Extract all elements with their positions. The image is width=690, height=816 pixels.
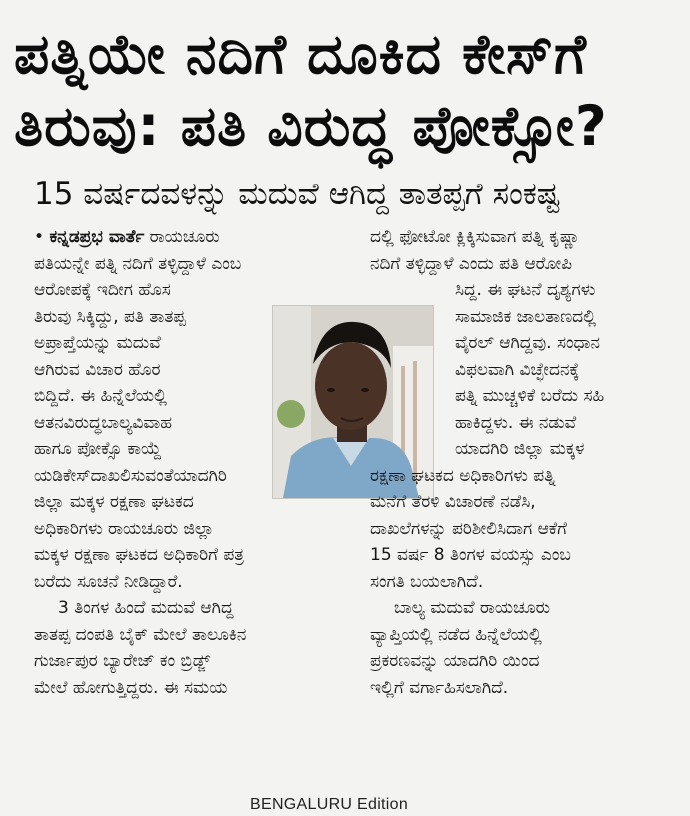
column-1-line: ಗುರ್ಜಾಪುರ ಬ್ಯಾರೇಜ್ ಕಂ ಬ್ರಿಡ್ಜ್ bbox=[34, 651, 211, 671]
headline-line-2: ತಿರುವು: ಪತಿ ವಿರುದ್ಧ ಪೋಕ್ಸೋ? bbox=[14, 94, 608, 158]
column-1-line: ಮೇಲೆ ಹೋಗುತ್ತಿದ್ದರು. ಈ ಸಮಯ bbox=[34, 677, 228, 698]
column-2-line: ಯಾದಗಿರಿ ಜಿಲ್ಲಾ ಮಕ್ಕಳ bbox=[455, 439, 585, 459]
subheadline: 15 ವರ್ಷದವಳನ್ನು ಮದುವೆ ಆಗಿದ್ದ ತಾತಪ್ಪಗೆ ಸಂಕಷ್ಟ bbox=[34, 176, 561, 212]
column-2-line: ವ್ಯಾಪ್ತಿಯಲ್ಲಿ ನಡೆದ ಹಿನ್ನೆಲೆಯಲ್ಲಿ bbox=[370, 624, 542, 645]
headline bbox=[14, 18, 684, 162]
column-2-line: ಬಾಲ್ಯ ಮದುವೆ ರಾಯಚೂರು bbox=[394, 598, 550, 618]
column-2-line: 15 ವರ್ಷ 8 ತಿಂಗಳ ವಯಸ್ಸು ಎಂಬ bbox=[370, 545, 571, 565]
column-2-line: ಸಿದ್ದ. ಈ ಘಟನೆ ದೃಶ್ಯಗಳು bbox=[455, 280, 596, 300]
article-column-2 bbox=[370, 224, 670, 701]
column-1-line: ಬರೆದು ಸೂಚನೆ ನೀಡಿದ್ದಾರೆ. bbox=[34, 571, 183, 592]
column-2-line: ಪ್ರಕರಣವನ್ನು ಯಾದಗಿರಿ ಯಿಂದ bbox=[370, 651, 540, 671]
column-2-line: ರಕ್ಷಣಾ ಘಟಕದ ಅಧಿಕಾರಿಗಳು ಪತ್ನಿ bbox=[370, 465, 556, 486]
column-1-line: ತಿರುವು ಸಿಕ್ಕಿದ್ದು, ಪತಿ ತಾತಪ್ಪ bbox=[34, 306, 186, 327]
column-1-line: ಮಕ್ಕಳ ರಕ್ಷಣಾ ಘಟಕದ ಅಧಿಕಾರಿಗೆ ಪತ್ರ bbox=[34, 545, 244, 565]
column-1-line: ಬಿದ್ದಿದೆ. ಈ ಹಿನ್ನೆಲೆಯಲ್ಲಿ bbox=[34, 386, 167, 406]
column-2-line: ಇಲ್ಲಿಗೆ ವರ್ಗಾಹಿಸಲಾಗಿದೆ. bbox=[370, 677, 509, 698]
column-1-line: ಅಪ್ರಾಪ್ತೆಯನ್ನು ಮದುವೆ bbox=[34, 333, 161, 353]
column-1-line: ಆರೋಪಕ್ಕೆ ಇದೀಗ ಹೊಸ bbox=[34, 280, 171, 300]
column-2-line: ಸಾಮಾಜಿಕ ಜಾಲತಾಣದಲ್ಲಿ bbox=[455, 306, 597, 327]
byline bbox=[34, 224, 344, 251]
byline-source: ಕನ್ನಡಪ್ರಭ ವಾರ್ತೆ bbox=[49, 227, 145, 247]
column-2-line: ಸಂಗತಿ ಬಯಲಾಗಿದೆ. bbox=[370, 571, 484, 592]
column-1-line: ಹಾಗೂ ಪೋಕ್ಸೊ ಕಾಯ್ದೆ bbox=[34, 439, 162, 459]
column-1-line: ಆಗಿರುವ ವಿಚಾರ ಹೊರ bbox=[34, 359, 161, 380]
column-1-line: 3 ತಿಂಗಳ ಹಿಂದೆ ಮದುವೆ ಆಗಿದ್ದ bbox=[58, 598, 234, 618]
column-1-line: ಯಡಿಕೇಸ್‌ದಾಖಲಿಸುವಂತೆಯಾದಗಿರಿ bbox=[34, 465, 227, 486]
column-2-line: ದಾಖಲೆಗಳನ್ನು ಪರಿಶೀಲಿಸಿದಾಗ ಆಕೆಗೆ bbox=[370, 518, 567, 539]
column-2-line: ಮನೆಗೆ ತೆರಳಿ ವಿಚಾರಣೆ ನಡೆಸಿ, bbox=[370, 492, 536, 512]
column-2-line: ದಲ್ಲಿ ಫೋಟೋ ಕ್ಲಿಕ್ಕಿಸುವಾಗ ಪತ್ನಿ ಕೃಷ್ಣಾ bbox=[370, 227, 580, 247]
column-1-line: ಅಧಿಕಾರಿಗಳು ರಾಯಚೂರು ಜಿಲ್ಲಾ bbox=[34, 518, 214, 539]
column-2-line: ವಿಫಲವಾಗಿ ವಿಚ್ಛೇದನಕ್ಕೆ bbox=[455, 359, 580, 380]
column-2-line: ಹಾಕಿದ್ದಳು. ಈ ನಡುವೆ bbox=[455, 412, 577, 433]
column-2-line: ವೈರಲ್ ಆಗಿದ್ದವು. ಸಂಧಾನ bbox=[455, 333, 600, 353]
column-1-line: ಆತನವಿರುದ್ಧಬಾಲ್ಯವಿವಾಹ bbox=[34, 412, 173, 433]
column-1-line: ಜಿಲ್ಲಾ ಮಕ್ಕಳ ರಕ್ಷಣಾ ಘಟಕದ bbox=[34, 492, 194, 512]
headline-line-1: ಪತ್ನಿಯೇ ನದಿಗೆ ದೂಕಿದ ಕೇಸ್‌ಗೆ bbox=[14, 22, 587, 86]
column-2-line: ನದಿಗೆ ತಳ್ಳಿದ್ದಾಳೆ ಎಂದು ಪತಿ ಆರೋಪಿ bbox=[370, 253, 572, 274]
column-1-line: ತಾತಪ್ಪ ದಂಪತಿ ಬೈಕ್ ಮೇಲೆ ತಾಲೂಕಿನ bbox=[34, 624, 247, 645]
edition-label: BENGALURU Edition bbox=[250, 796, 409, 813]
column-2-line: ಪತ್ನಿ ಮುಚ್ಚಳಿಕೆ ಬರೆದು ಸಹಿ bbox=[455, 386, 605, 406]
column-1-line: ಪತಿಯನ್ನೇ ಪತ್ನಿ ನದಿಗೆ ತಳ್ಳಿದ್ದಾಳೆ ಎಂಬ bbox=[34, 253, 242, 274]
byline-bullet: • bbox=[34, 227, 45, 247]
byline-place: ರಾಯಚೂರು bbox=[149, 227, 220, 247]
